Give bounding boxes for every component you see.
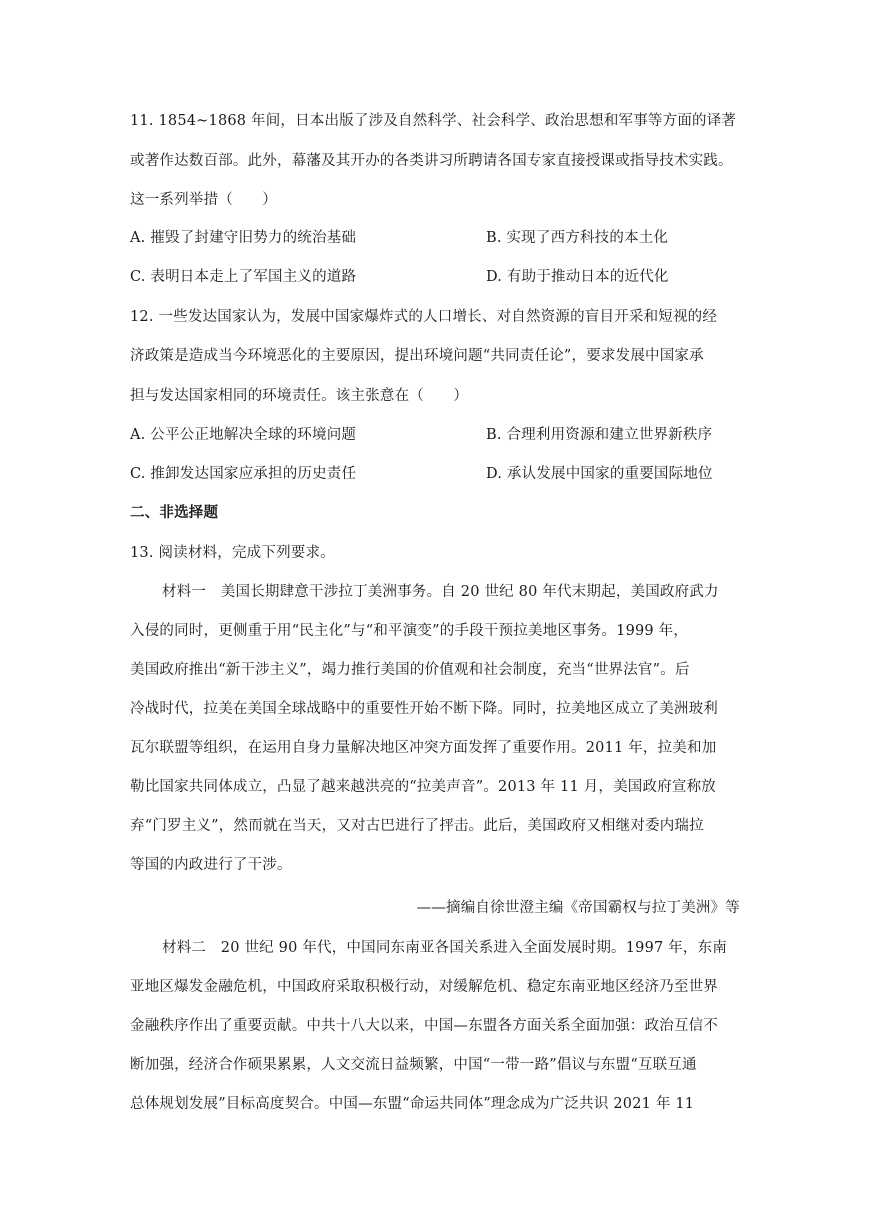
- q12-option-d: D. 承认发展中国家的重要国际地位: [486, 466, 713, 482]
- material1-line-8: 等国的内政进行了干涉。: [130, 857, 292, 873]
- q12-stem-line-3: 担与发达国家相同的环境责任。该主张意在（ ）: [130, 388, 469, 404]
- q12-stem-line-2: 济政策是造成当今环境恶化的主要原因，提出环境问题“共同责任论”，要求发展中国家承: [130, 348, 704, 364]
- q12-stem-line-1: 12. 一些发达国家认为，发展中国家爆炸式的人口增长、对自然资源的盲目开采和短视的经: [130, 309, 718, 325]
- material1-source: ——摘编自徐世澄主编《帝国霸权与拉丁美洲》等: [416, 900, 740, 916]
- material1-line-6: 勒比国家共同体成立，凸显了越来越洪亮的“拉美声音”。2013 年 11 月，美国政府宣称放: [130, 779, 717, 795]
- q11-stem-line-1: 11. 1854~1868 年间，日本出版了涉及自然科学、社会科学、政治思想和军事等方面的译著: [130, 113, 737, 129]
- q11-option-d: D. 有助于推动日本的近代化: [486, 269, 669, 285]
- q11-option-a: A. 摧毁了封建守旧势力的统治基础: [130, 230, 357, 246]
- material1-line-1: 材料一 美国长期肆意干涉拉丁美洲事务。自 20 世纪 80 年代末期起，美国政府武力: [162, 584, 719, 600]
- q12-option-b: B. 合理利用资源和建立世界新秩序: [486, 427, 713, 443]
- q11-stem-line-3: 这一系列举措（ ）: [130, 192, 277, 208]
- material1-line-7: 弃“门罗主义”，然而就在当天，又对古巴进行了抨击。此后，美国政府又相继对委内瑞拉: [130, 818, 704, 834]
- material2-line-1: 材料二 20 世纪 90 年代，中国同东南亚各国关系进入全面发展时期。1997 年，东南: [162, 940, 728, 956]
- material1-line-5: 瓦尔联盟等组织，在运用自身力量解决地区冲突方面发挥了重要作用。2011 年，拉美和加: [130, 740, 717, 756]
- material1-line-3: 美国政府推出“新干涉主义”，竭力推行美国的价值观和社会制度，充当“世界法官”。后: [130, 662, 690, 678]
- q13-intro: 13. 阅读材料，完成下列要求。: [130, 545, 335, 561]
- material2-line-3: 金融秩序作出了重要贡献。中共十八大以来，中国—东盟各方面关系全面加强：政治互信不: [130, 1018, 718, 1034]
- q11-stem-line-2: 或著作达数百部。此外，幕藩及其开办的各类讲习所聘请各国专家直接授课或指导技术实践。: [130, 153, 733, 169]
- q12-option-a: A. 公平公正地解决全球的环境问题: [130, 427, 357, 443]
- material1-line-2: 入侵的同时，更侧重于用“民主化”与“和平演变”的手段干预拉美地区事务。1999 年，: [130, 623, 689, 639]
- material1-line-4: 冷战时代，拉美在美国全球战略中的重要性开始不断下降。同时，拉美地区成立了美洲玻利: [130, 701, 718, 717]
- section-heading: 二、非选择题: [130, 505, 219, 521]
- material2-line-5: 总体规划发展”目标高度契合。中国—东盟“命运共同体”理念成为广泛共识 2021 年 11: [130, 1096, 695, 1112]
- q11-option-b: B. 实现了西方科技的本土化: [486, 230, 669, 246]
- q11-option-c: C. 表明日本走上了军国主义的道路: [130, 269, 357, 285]
- material2-line-2: 亚地区爆发金融危机，中国政府采取积极行动，对缓解危机、稳定东南亚地区经济乃至世界: [130, 979, 718, 995]
- material2-line-4: 断加强，经济合作硕果累累，人文交流日益频繁，中国“一带一路”倡议与东盟“互联互通: [130, 1057, 697, 1073]
- q12-option-c: C. 推卸发达国家应承担的历史责任: [130, 466, 357, 482]
